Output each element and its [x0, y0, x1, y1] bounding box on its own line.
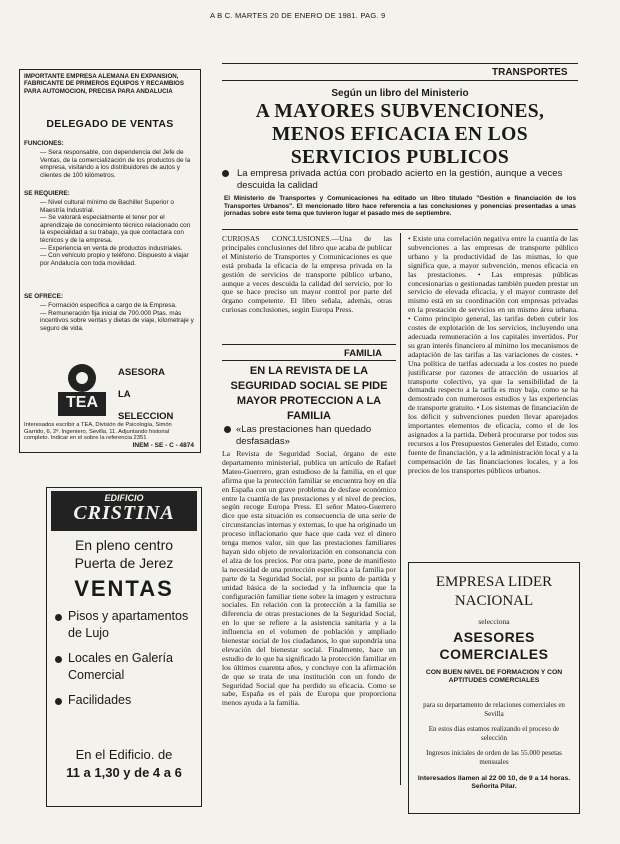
cristina-line2: Puerta de Jerez — [74, 555, 174, 571]
lead-rule — [222, 229, 578, 230]
cristina-items — [55, 608, 199, 709]
main-col1: CURIOSAS CONCLUSIONES.—Una de las principales conclusiones del libro que acaba de publicar el Ministerio de Transportes y Comunicaciones es que está probada la eficacia de la empresa privada en la gestión de servicios de transporte público urbano, aunque a veces descuida la calidad del servicio, por lo que se hace preciso un mayor control por parte del órgano competente. El libro señala, además, otras curiosas conclusiones, según Europa Press. — [222, 235, 392, 315]
requiere-label: SE REQUIERE: — [24, 190, 70, 197]
funciones-label: FUNCIONES: — [24, 140, 64, 147]
main-kicker: Según un libro del Ministerio — [331, 88, 469, 99]
ad-ref: INEM - SE - C - 4874 — [132, 442, 194, 449]
ofrece-item: — Formación específica a cargo de la Empresa. — [40, 302, 177, 309]
empresa-p1: para su departamento de relaciones comerciales en Sevilla — [423, 701, 565, 718]
tea-side-line: LA — [118, 389, 131, 400]
bullet-icon — [55, 614, 62, 621]
familia-subhead-text: «Las prestaciones han quedado desfasadas» — [236, 424, 372, 447]
tea-side — [118, 362, 173, 428]
main-col2: • Existe una correlación negativa entre la cuantía de las subvenciones a las empresas de transporte público urbano y la productividad de las mismas, lo que significa que, a mayor subvención, menos eficacia en las prestaciones. • Las empresas públicas concesionarias o gestionadas también pueden prestar un servicio de elevada eficacia, y el mayor contraste del mismo está en su coordinación con empresas privadas en la prestación de servicios en un mismo área urbana. • Como principio general, las tarifas deben cubrir los costes de explotación de los servicios, incluyendo una adecuada remuneración a los capitales invertidos. Por su gran interés financiero al mínimo los mecanismos de adaptación de las tarifas a las variaciones de costes. • Una política de tarifas adecuada a los costes no puede justificarse por razones de atracción de usuarios al transporte colectivo, ya que la sensibilidad de la demanda respecto a la tarifa es muy baja, como se ha demostrado con numerosos estudios y las experiencias de transporte gratuito. • Los sistemas de financiación de los déficit y subvenciones pueden llevar aparejados importantes elementos de eficacia, como el de los asignados a la partida. Deberá procurarse por todos sus recursos a los Presupuestos Generales del Estado, como fuente de financiación, y a la administración local y a la compensación de las financiaciones locales, y a los precios de los transportes públicos urbanos. — [408, 235, 578, 475]
empresa-title — [409, 629, 579, 663]
cristina-lines — [47, 536, 201, 572]
familia-subhead — [224, 424, 394, 447]
cristina-line1: En pleno centro — [74, 537, 174, 553]
empresa-lines — [409, 573, 579, 611]
cristina-item-text: Locales en Galería Comercial — [68, 651, 173, 682]
ofrece-label: SE OFRECE: — [24, 293, 64, 300]
familia-headline: EN LA REVISTA DE LA SEGURIDAD SOCIAL SE PIDE MAYOR PROTECCION A LA FAMILIA — [230, 365, 388, 422]
section-rule-2 — [222, 80, 578, 81]
main-subhead — [222, 168, 578, 191]
empresa-line2: NACIONAL — [454, 593, 534, 609]
empresa-ad — [408, 562, 580, 814]
cristina-ventas: VENTAS — [74, 576, 174, 601]
ad-contact: Interesados escribir a TEA, División de Psicología, Simón Garrido, 6, 2º. Ingeniero, Sevilla, 11. Adjuntando historial completo. Indicar en el sobre la referencia 2351 — [24, 422, 172, 442]
requiere-list — [40, 199, 194, 267]
cristina-info2: 11 a 1,30 y de 4 a 6 — [66, 765, 182, 780]
familia-rule-2 — [222, 360, 396, 361]
main-subhead-text: La empresa privada actúa con probado acierto en la gestión, aunque a veces descuida la calidad — [237, 168, 563, 191]
familia-tag: FAMILIA — [344, 348, 382, 359]
ad-intro: IMPORTANTE EMPRESA ALEMANA EN EXPANSION, FABRICANTE DE PRIMEROS EQUIPOS Y RECAMBIOS PARA AUTOMOCION, PRECISA PARA ANDALUCIA — [24, 73, 184, 95]
cristina-item — [55, 650, 199, 684]
familia-rule — [222, 344, 396, 345]
bullet-icon — [222, 170, 229, 177]
cristina-info — [47, 746, 201, 782]
empresa-line1: EMPRESA LIDER — [435, 574, 553, 590]
cristina-banner-name: CRISTINA — [73, 502, 175, 524]
section-tag: TRANSPORTES — [492, 67, 568, 78]
familia-body: La Revista de Seguridad Social, órgano de este departamento ministerial, publica un artículo de Rafael Mateo-Guerrero, gran estudioso de la familia, en el que afirma que la protección familiar se encuentra hoy en día en España con un grave problema de desfase económico entre la cuantía de las prestaciones y el nivel de precios, según recoge Europa Press. El señor Mateo-Guerrero dice que esta situación es consecuencia de una serie de circunstancias internas y externas, lo que ha originado un proceso inflacionario que hace que cada vez el dinero tenga menos valor, sin que las prestaciones familiares hayan sido objeto de revalorización en consonancia con el alza de los precios. Por otra parte, pone de manifiesto la necesidad de una protección específica a la familia por parte de la Seguridad Social, por su punto de partida y unidad básica de la sociedad y la influencia que la configuración familiar tiene sobre la imagen y estructura sociales. En relación con la protección a la familia se diferencia de otras prestaciones de la Seguridad Social, en lo que se refiere a la asistencia sanitaria y a la influencia en el volumen de población y ampliado bienestar social de los ciudadanos, lo que supondría una elevación del bienestar social. Finalmente, hace un estudio de lo que ha significado la protección familiar en los últimos cuarenta años, y concluye con la afirmación de que se trata de una institución con un fondo de Seguridad Social que ha perdido su eficacia. Como se sabe, España es el país de Europa que proporciona menos ayuda a la familia. — [222, 450, 396, 708]
tea-side-line: SELECCION — [118, 411, 174, 422]
cristina-item — [55, 692, 199, 709]
empresa-title1: ASESORES — [453, 629, 535, 645]
empresa-p3: Ingresos iniciales de orden de las 55.000 pesetas mensuales — [426, 749, 562, 766]
masthead: A B C. MARTES 20 DE ENERO DE 1981. PAG. 9 — [210, 11, 386, 20]
requiere-item: — Con vehículo propio y teléfono. Dispuesto a viajar por Andalucía con toda movilidad. — [40, 252, 189, 267]
main-headline: A MAYORES SUBVENCIONES, MENOS EFICACIA EN LOS SERVICIOS PUBLICOS — [255, 101, 545, 168]
tea-logo-text: TEA — [66, 394, 98, 411]
empresa-selecciona: selecciona — [478, 617, 510, 626]
delegado-ad — [19, 69, 201, 453]
section-rule — [222, 63, 578, 64]
main-lead: El Ministerio de Transportes y Comunicaciones ha editado un libro titulado "Gestión e financiación de los Transportes Urbanos". El mencionado libro hace referencia a las conclusiones y ponencias presentadas a unas jornadas sobre este tema que tuvieron lugar el pasado mes de septiembre. — [224, 195, 576, 218]
empresa-title2: COMERCIALES — [439, 646, 549, 662]
cristina-ad — [46, 487, 202, 807]
requiere-item: — Se valorará especialmente el tener por el aprendizaje de conocimiento técnico relacionado con la especialidad a su trabajo, ya que contactara con técnicos y de la empresa. — [40, 214, 191, 244]
cristina-banner — [51, 491, 197, 531]
funciones-text: — Sera responsable, con dependencia del Jefe de Ventas, de la comercialización de los productos de la empresa, visitando a los distribuidores de autos y clientes de 100 kilómetros. — [40, 149, 191, 179]
tea-logo — [56, 360, 108, 418]
ofrece-item: — Remuneración fija inicial de 700.000 Ptas. más incentivos sobre ventas y dietas de viaje, kilometraje y seguro de vida. — [40, 309, 194, 332]
empresa-req: CON BUEN NIVEL DE FORMACION Y CON APTITUDES COMERCIALES — [425, 669, 563, 685]
empresa-p4: Interesados llamen al 22 00 10, de 9 a 14 horas. Señorita Pilar. — [417, 775, 571, 791]
cristina-item — [55, 608, 199, 642]
bullet-icon — [55, 698, 62, 705]
cristina-info1: En el Edificio. de — [75, 747, 173, 762]
ofrece-list — [40, 302, 194, 332]
tea-side-line: ASESORA — [118, 367, 165, 378]
requiere-item: — Nivel cultural mínimo de Bachiller Superior o Maestría Industrial. — [40, 199, 174, 214]
bullet-icon — [55, 656, 62, 663]
cristina-banner-top: EDIFICIO — [104, 493, 144, 503]
requiere-item: — Experiencia en venta de productos industriales. — [40, 244, 183, 252]
column-divider — [400, 233, 401, 785]
bullet-icon — [224, 426, 231, 433]
empresa-p2: En estos días estamos realizando el proceso de selección — [428, 725, 560, 742]
ad-title: DELEGADO DE VENTAS — [46, 118, 174, 130]
cristina-item-text: Facilidades — [68, 693, 132, 707]
cristina-item-text: Pisos y apartamentos de Lujo — [68, 609, 189, 640]
